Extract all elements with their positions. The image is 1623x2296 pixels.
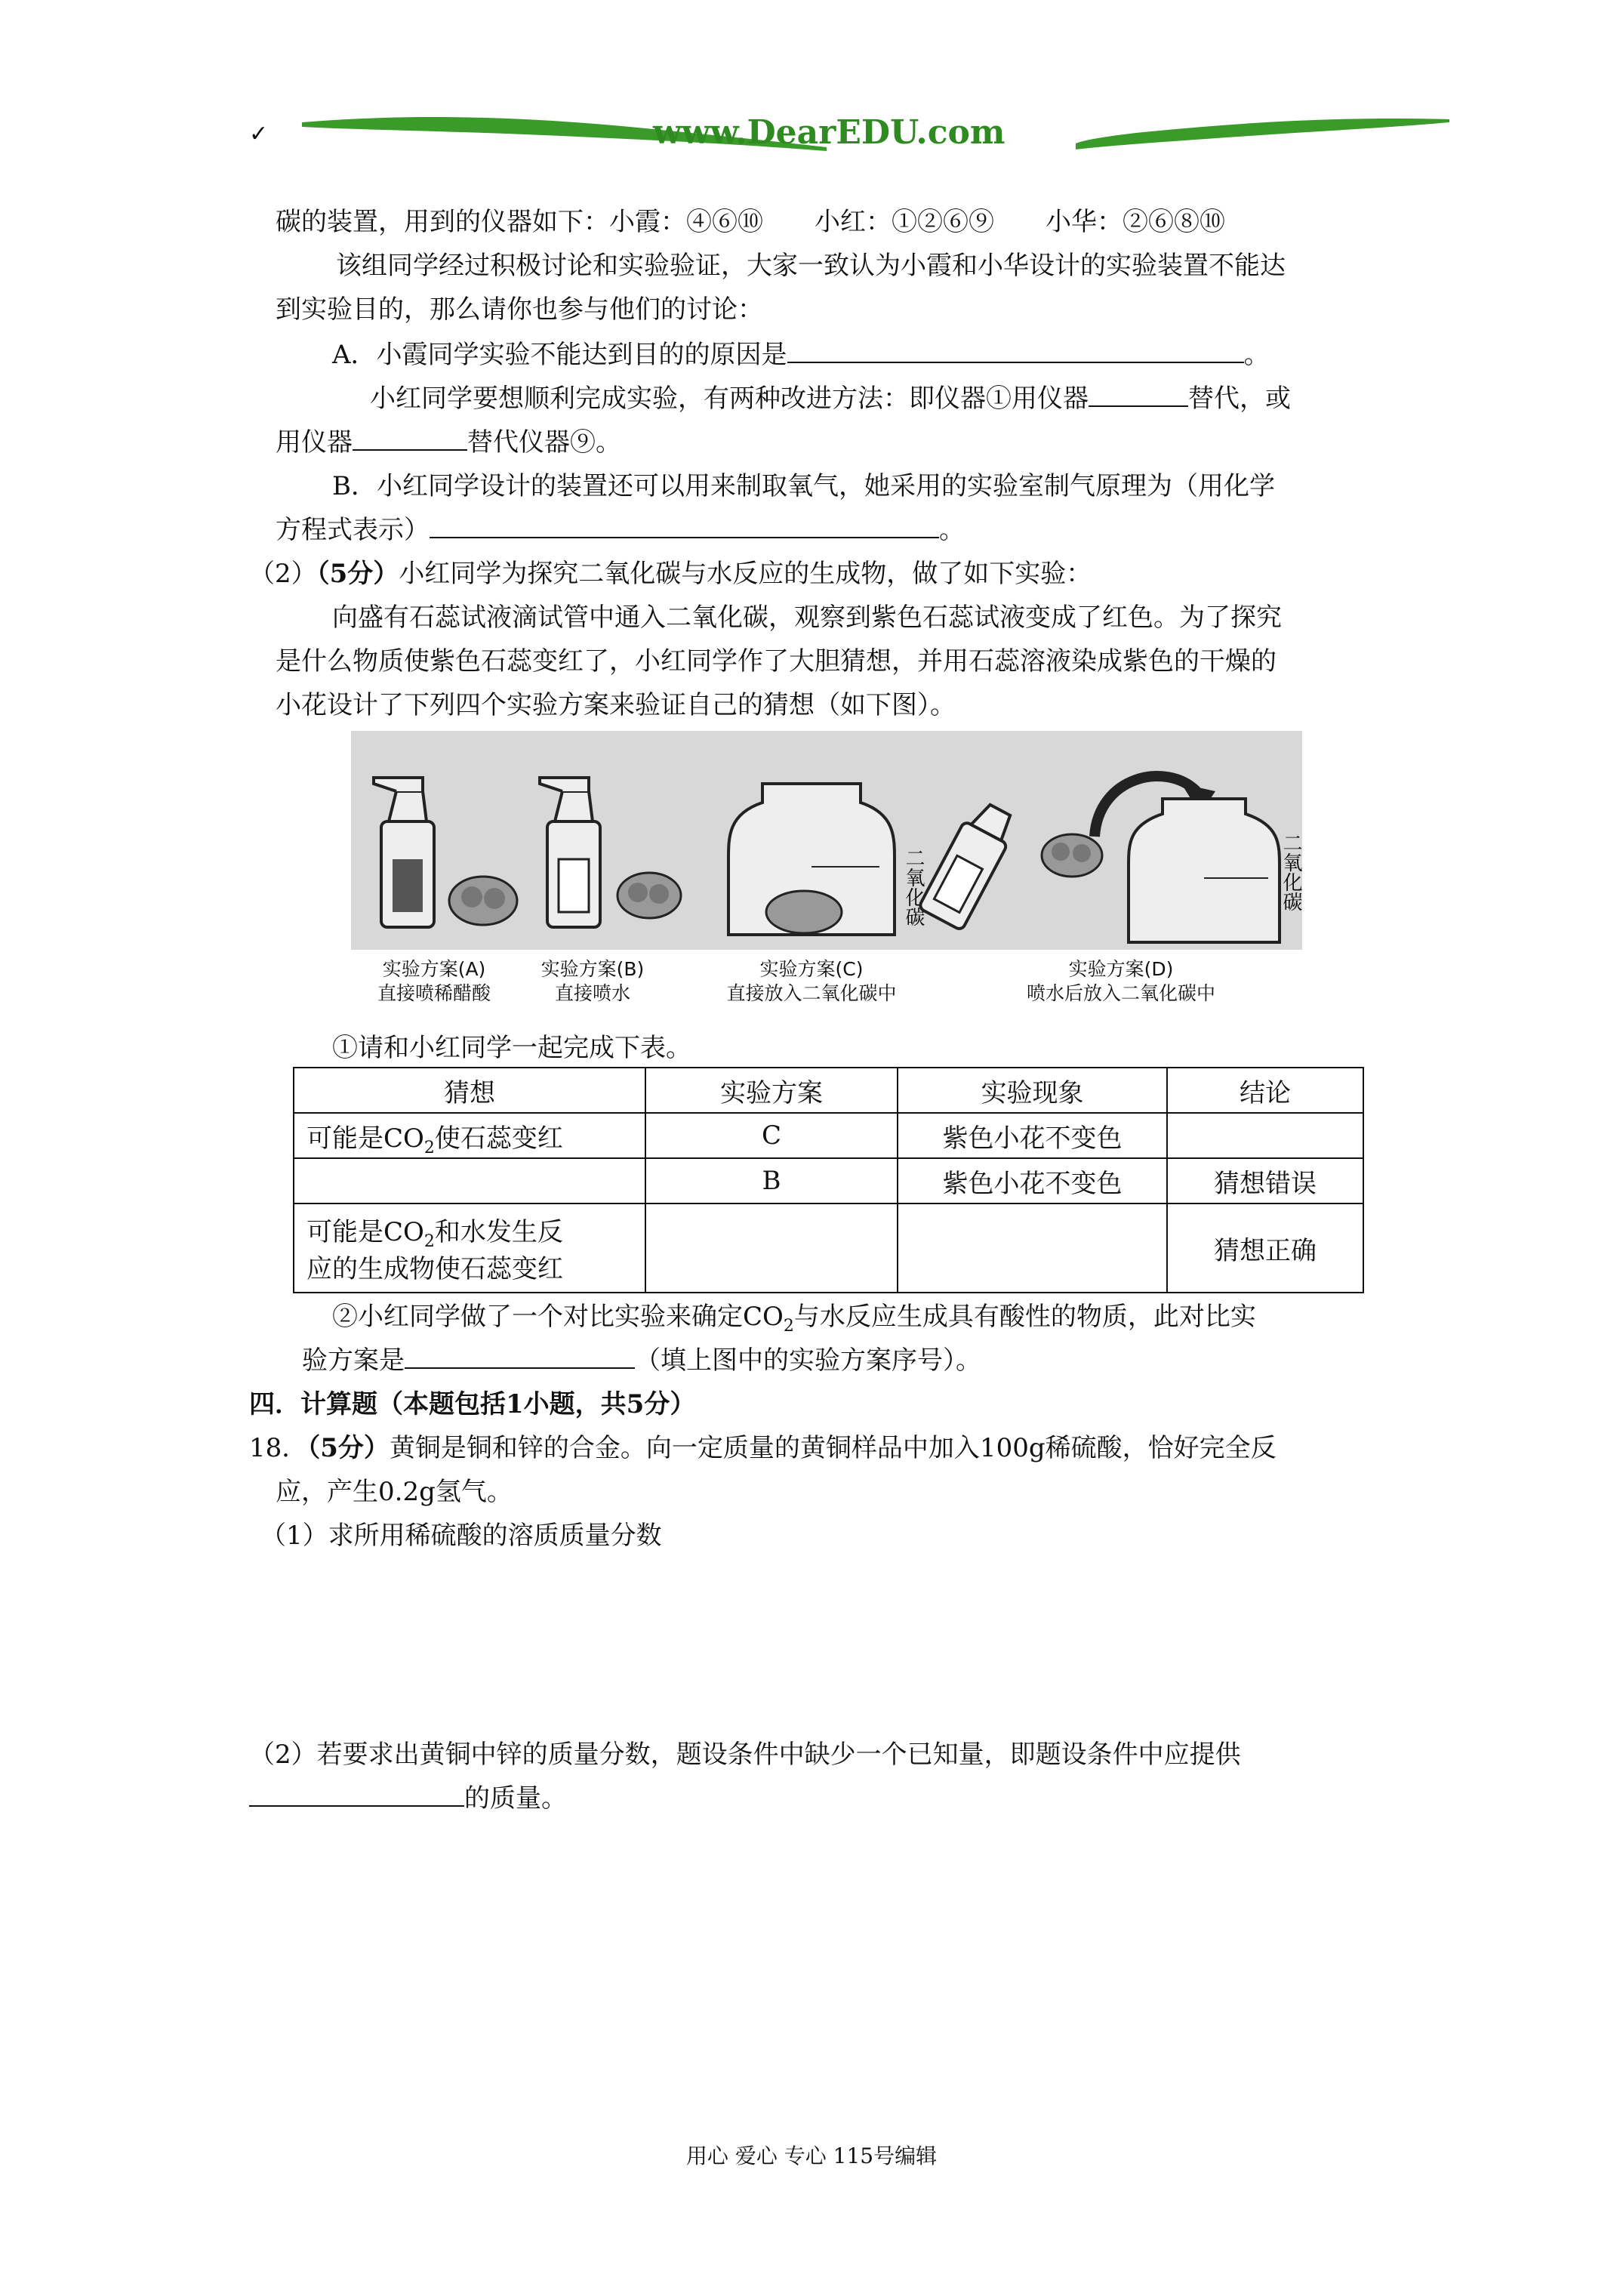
cell-plan: C <box>645 1113 898 1158</box>
text-line: 方程式表示） 。 <box>276 515 965 545</box>
text-line: 碳的装置，用到的仪器如下：小霞：④⑥⑩ 小红：①②⑥⑨ 小华：②⑥⑧⑩ <box>276 207 1225 237</box>
cell-guess: 可能是$CO_2$使石蕊变红 <box>294 1113 645 1158</box>
text-line: 是什么物质使紫色石蕊变红了，小红同学作了大胆猜想，并用石蕊溶液染成紫色的干燥的 <box>276 646 1277 676</box>
header-cell: 实验现象 <box>898 1068 1167 1113</box>
answer-blank[interactable] <box>1089 383 1188 407</box>
cell-phenomenon: 紫色小花不变色 <box>898 1113 1167 1158</box>
text-line: 该组同学经过积极讨论和实验验证，大家一致认为小霞和小华设计的实验装置不能达 <box>336 251 1286 281</box>
table-row <box>294 1203 1363 1293</box>
header-cell: 猜想 <box>294 1068 645 1113</box>
cell-phenomenon-blank[interactable] <box>898 1203 1167 1293</box>
gas-jar-icon <box>728 784 895 935</box>
header-cell: 实验方案 <box>645 1068 898 1113</box>
text-line: 小红同学要想顺利完成实验，有两种改进方法：即仪器①用仪器 替代，或 <box>370 384 1291 414</box>
table-row <box>294 1113 1363 1158</box>
answer-blank[interactable] <box>430 514 939 538</box>
table-header-row <box>294 1068 1363 1113</box>
cell-guess-blank[interactable] <box>294 1158 645 1203</box>
site-banner <box>298 106 1453 159</box>
answer-blank[interactable] <box>353 427 467 451</box>
cell-plan-blank[interactable] <box>645 1203 898 1293</box>
text-line: 应，产生0.2g氢气。 <box>276 1477 513 1507</box>
caption-c: 实验方案(C) 直接放入二氧化碳中 <box>726 958 897 1004</box>
page-footer: 用心 爱心 专心 115号编辑 <box>685 2143 938 2168</box>
experiment-table <box>293 1067 1364 1293</box>
gas-jar-icon <box>1129 799 1280 942</box>
cell-conclusion-blank[interactable] <box>1167 1113 1363 1158</box>
experiment-illustration <box>351 731 1302 950</box>
site-name: www.DearEDU.com <box>653 113 1006 152</box>
co2-label: 二氧化碳 <box>1280 833 1302 911</box>
question-18: 18．（5分）黄铜是铜和锌的合金。向一定质量的黄铜样品中加入100g稀硫酸，恰好完全反 <box>249 1433 1277 1463</box>
caption-b: 实验方案(B) 直接喷水 <box>540 958 645 1004</box>
text-line: ①请和小红同学一起完成下表。 <box>332 1033 691 1063</box>
text-line: 验方案是 （填上图中的实验方案序号）。 <box>302 1345 981 1376</box>
question-2: （2）（5分）小红同学为探究二氧化碳与水反应的生成物，做了如下实验： <box>249 559 1092 589</box>
header-cell: 结论 <box>1167 1068 1363 1113</box>
text-line: 到实验目的，那么请你也参与他们的讨论： <box>276 294 763 325</box>
question-b: B．小红同学设计的装置还可以用来制取氧气，她采用的实验室制气原理为（用化学 <box>332 471 1275 501</box>
checkmark: ✓ <box>249 121 269 147</box>
cell-conclusion: 猜想正确 <box>1167 1203 1363 1293</box>
text-line: 用仪器 替代仪器⑨。 <box>276 427 621 458</box>
flower-icon <box>617 873 681 918</box>
flower-icon <box>1042 834 1102 877</box>
answer-blank[interactable] <box>787 339 1244 363</box>
answer-blank[interactable] <box>249 1783 464 1807</box>
text-line: 向盛有石蕊试液滴试管中通入二氧化碳，观察到紫色石蕊试液变成了红色。为了探究 <box>332 603 1282 633</box>
table-row <box>294 1158 1363 1203</box>
text-line: 小花设计了下列四个实验方案来验证自己的猜想（如下图）。 <box>276 690 956 720</box>
cell-conclusion: 猜想错误 <box>1167 1158 1363 1203</box>
flower-icon <box>449 877 517 925</box>
question-a: A．小霞同学实验不能达到目的的原因是 。 <box>332 340 1270 370</box>
caption-d: 实验方案(D) 喷水后放入二氧化碳中 <box>1026 958 1215 1004</box>
cell-plan: B <box>645 1158 898 1203</box>
question-2-part2: ②小红同学做了一个对比实验来确定$CO_2$与水反应生成具有酸性的物质，此对比实 <box>332 1302 1256 1336</box>
experiment-figure <box>351 731 1302 1025</box>
question-18-1: （1）求所用稀硫酸的溶质质量分数 <box>260 1521 662 1551</box>
section-heading: 四．计算题（本题包括1小题，共5分） <box>249 1389 696 1419</box>
question-18-2: （2）若要求出黄铜中锌的质量分数，题设条件中缺少一个已知量，即题设条件中应提供 <box>249 1740 1241 1770</box>
caption-a: 实验方案(A) 直接喷稀醋酸 <box>377 958 491 1004</box>
cell-phenomenon: 紫色小花不变色 <box>898 1158 1167 1203</box>
answer-blank[interactable] <box>405 1345 635 1369</box>
co2-label: 二氧化碳 <box>902 848 925 926</box>
cell-guess: 可能是$CO_2$和水发生反 应的生成物使石蕊变红 <box>294 1203 645 1293</box>
text-line: 的质量。 <box>249 1782 567 1815</box>
